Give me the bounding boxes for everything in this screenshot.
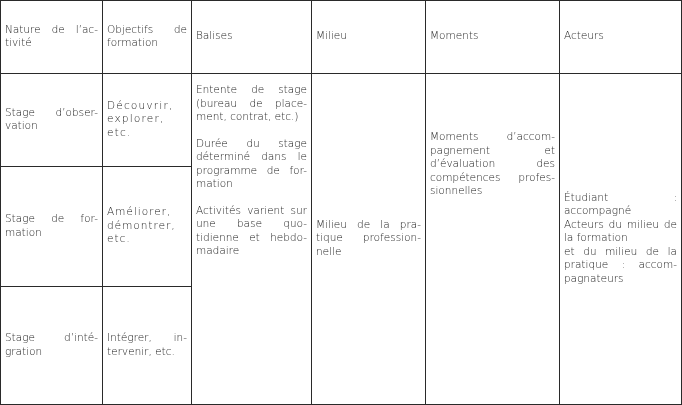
objectifs-cell: Améliorer, démontrer, etc. [103, 167, 192, 287]
header-milieu: Milieu [312, 1, 426, 74]
header-moments: Moments [426, 1, 560, 74]
balises-p3: Activités varient sur une base quo- tidienne et hebdo- madaire [196, 204, 307, 257]
acteurs-line3: et du milieu de la pratique : accom- pagnateurs [564, 245, 677, 285]
header-acteurs: Acteurs [560, 1, 682, 74]
acteurs-line1: Étudiant : accompagné [564, 191, 677, 218]
objectifs-cell: Découvrir, explorer, etc. [103, 74, 192, 167]
header-nature: Nature de l’ac- tivité [1, 1, 103, 74]
header-balises: Balises [192, 1, 312, 74]
header-row [1, 1, 682, 74]
moments-cell: Moments d’accom- pagnement et d’évaluation des compétences profes- sionnelles [426, 74, 560, 405]
table-row [1, 74, 682, 167]
objectifs-cell: Intégrer, in- tervenir, etc. [103, 287, 192, 405]
balises-p2: Durée du stage déterminé dans le programme de for- mation [196, 137, 307, 190]
nature-cell: Stage d’inté- gration [1, 287, 103, 405]
acteurs-cell [560, 74, 682, 405]
balises-cell [192, 74, 312, 405]
nature-cell: Stage d’obser- vation [1, 74, 103, 167]
acteurs-line2: Acteurs du milieu de la formation [564, 218, 677, 245]
nature-cell: Stage de for- mation [1, 167, 103, 287]
header-objectifs: Objectifs de formation [103, 1, 192, 74]
balises-p1: Entente de stage (bureau de place- ment, contrat, etc.) [196, 84, 307, 123]
milieu-cell: Milieu de la pra- tique profession- nelle [312, 74, 426, 405]
